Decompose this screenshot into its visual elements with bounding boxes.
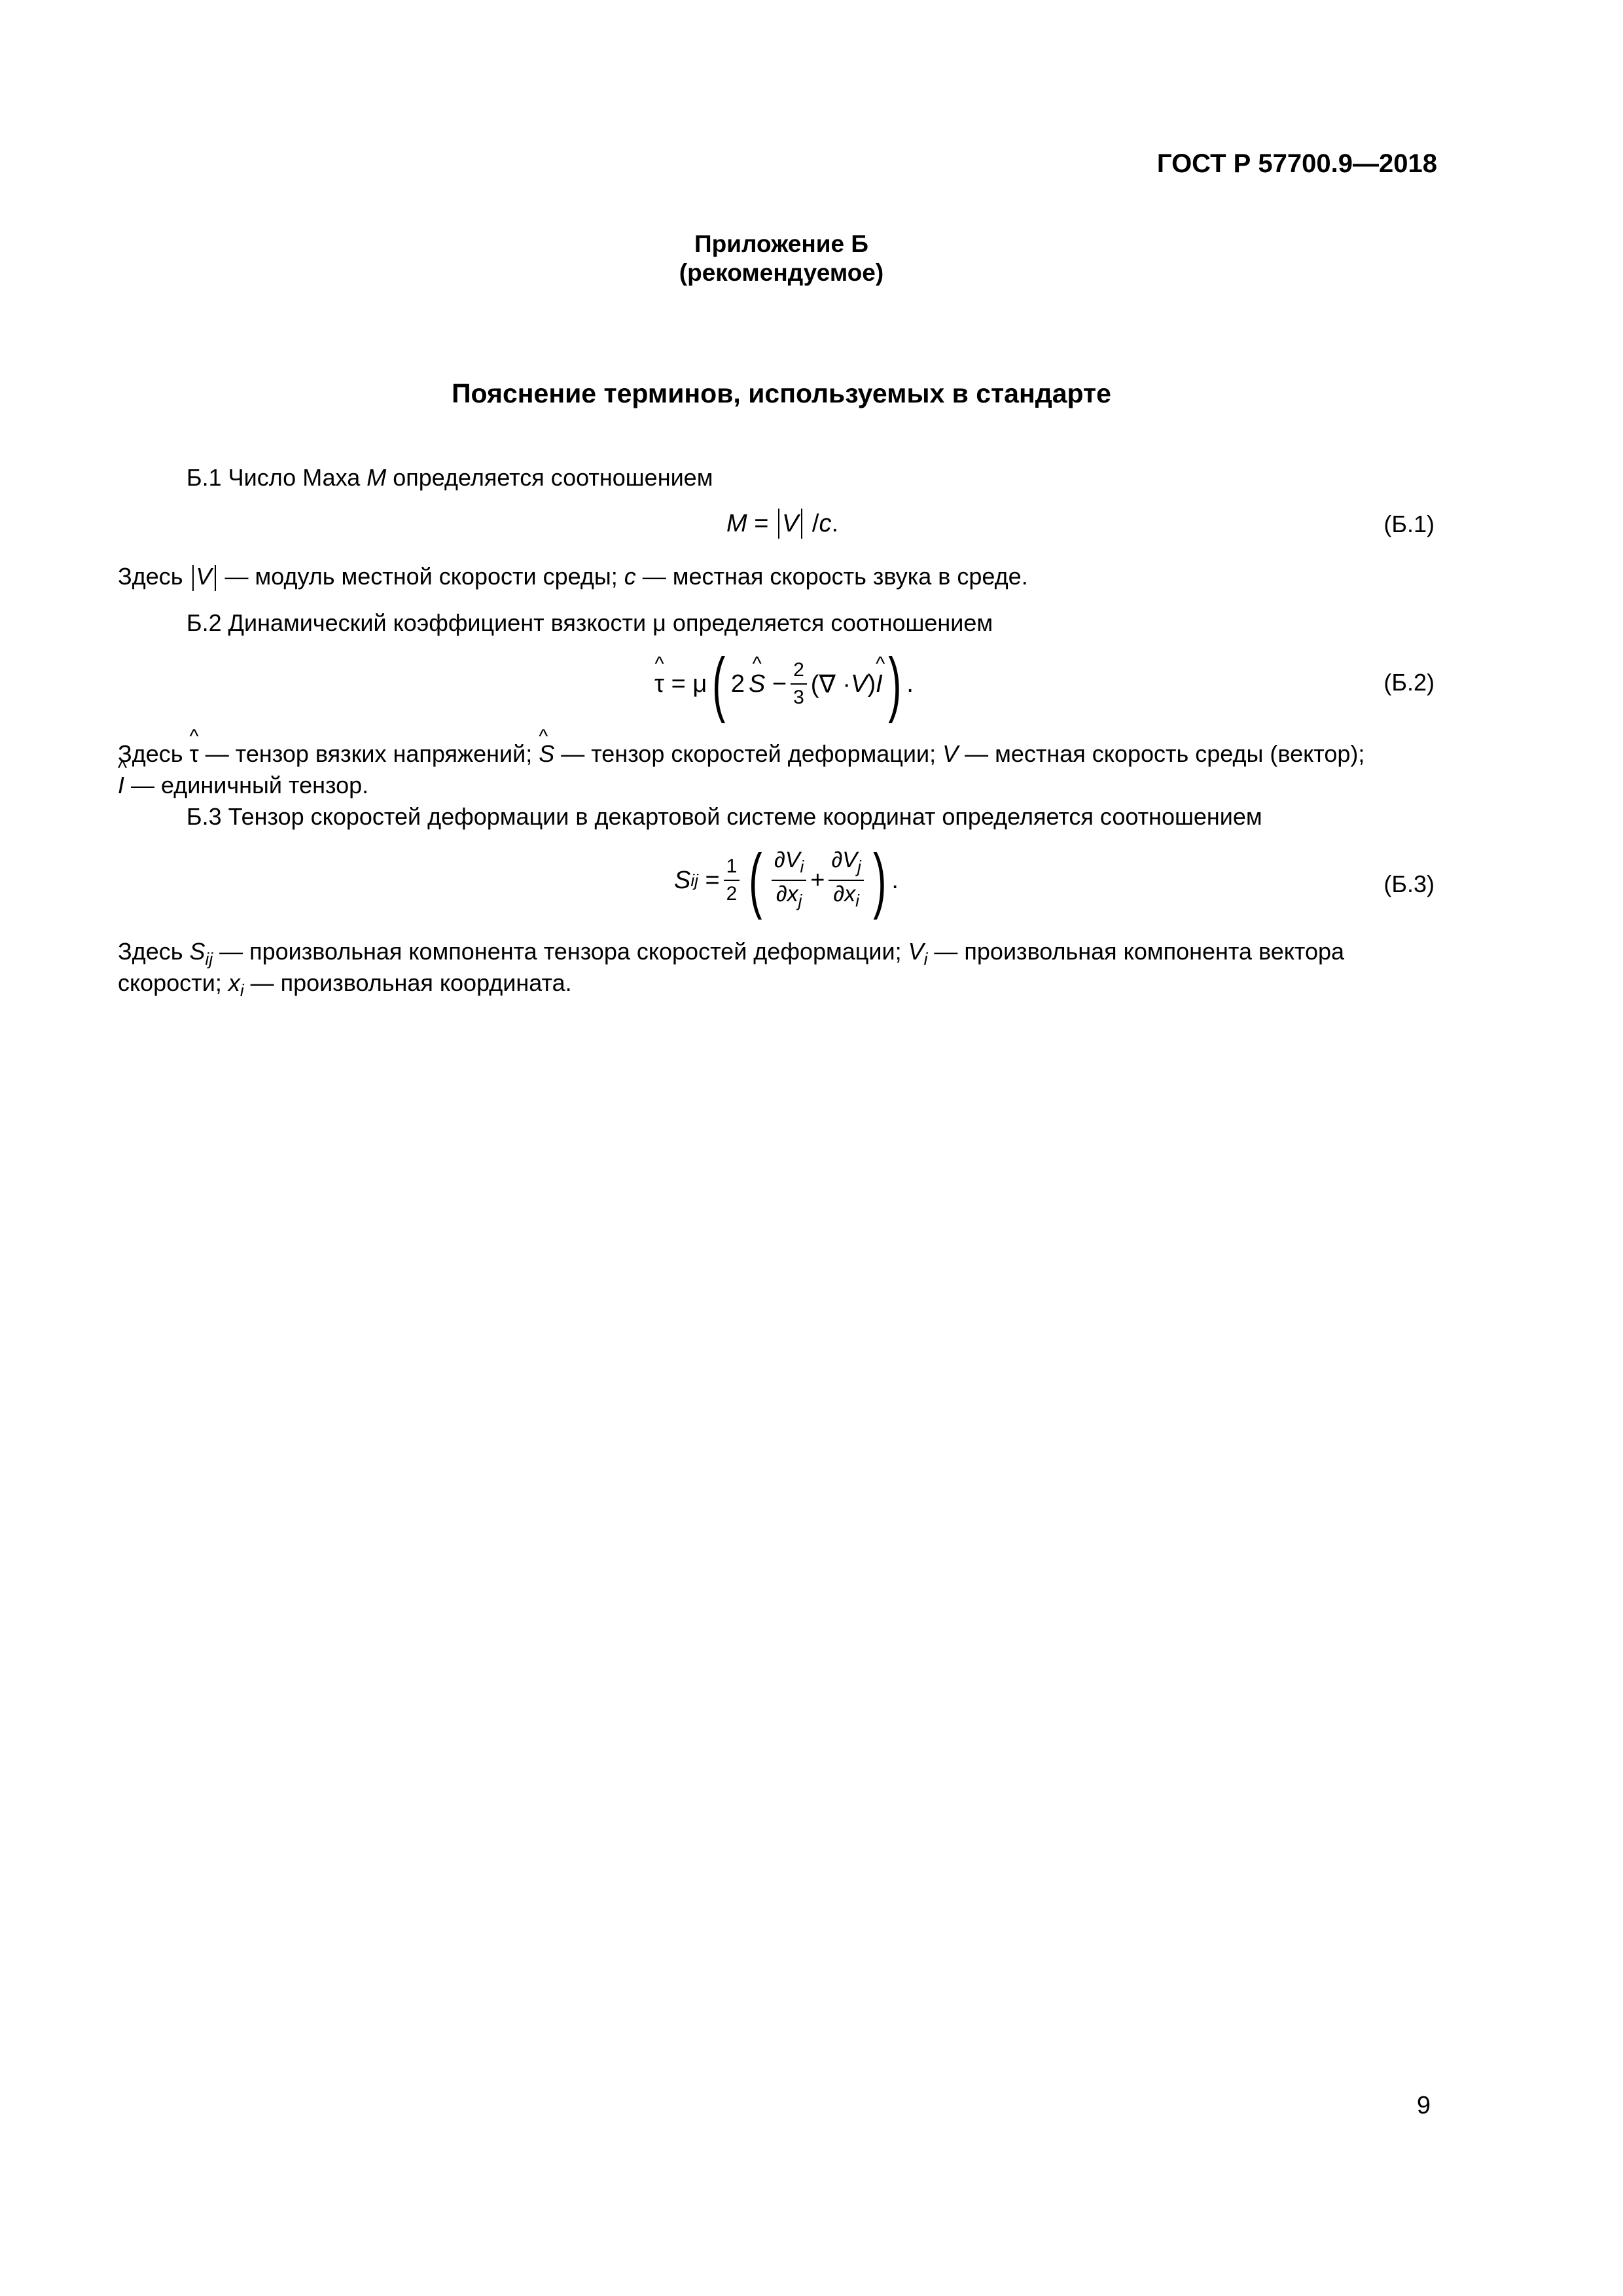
- equation-b2-label: (Б.2): [1383, 669, 1435, 696]
- b2-note: Здесь ^ τ — тензор вязких напряжений; ^ S — тензор скоростей деформации; V — местная скорость среды (вектор);: [118, 738, 1437, 770]
- equation-b3: S ij = $\frac{1}{2}$ ( $\frac{\partial V_i}{\partial x_j}$ + $\frac{\partial V_j}{\partial x_i}$ ) .: [674, 840, 899, 920]
- equation-b1: M = V / c .: [726, 504, 838, 543]
- b1-intro: Б.1 Число Маха M определяется соотношением: [187, 464, 713, 491]
- b3-note: Здесь $S_{ij}$ — произвольная компонента тензора скоростей деформации; $V_i$ — произвольная компонента вектора: [118, 938, 1345, 969]
- appendix-subtitle: (рекомендуемое): [679, 259, 884, 286]
- b2-note-line2: ^ I — единичный тензор.: [118, 770, 368, 801]
- equation-b2: ^ τ = μ ( 2 ^ S − $\frac{2}{3}$ (∇ · V ) ^ I ) .: [654, 645, 914, 723]
- equation-b3-label: (Б.3): [1383, 870, 1435, 897]
- equation-b1-label: (Б.1): [1383, 511, 1435, 537]
- b1-note: Здесь V — модуль местной скорости среды; c — местная скорость звука в среде.: [118, 561, 1437, 592]
- b2-intro: Б.2 Динамический коэффициент вязкости μ определяется соотношением: [187, 609, 993, 636]
- page-number: 9: [1416, 2092, 1431, 2119]
- b3-intro: Б.3 Тензор скоростей деформации в декартовой системе координат определяется соотношением: [187, 803, 1262, 830]
- b3-note-line2: скорости; $x_i$ — произвольная координата.: [118, 969, 572, 1001]
- appendix-title: Приложение Б: [694, 230, 868, 257]
- document-code: ГОСТ Р 57700.9—2018: [1156, 149, 1437, 178]
- section-title: Пояснение терминов, используемых в стандарте: [452, 378, 1111, 408]
